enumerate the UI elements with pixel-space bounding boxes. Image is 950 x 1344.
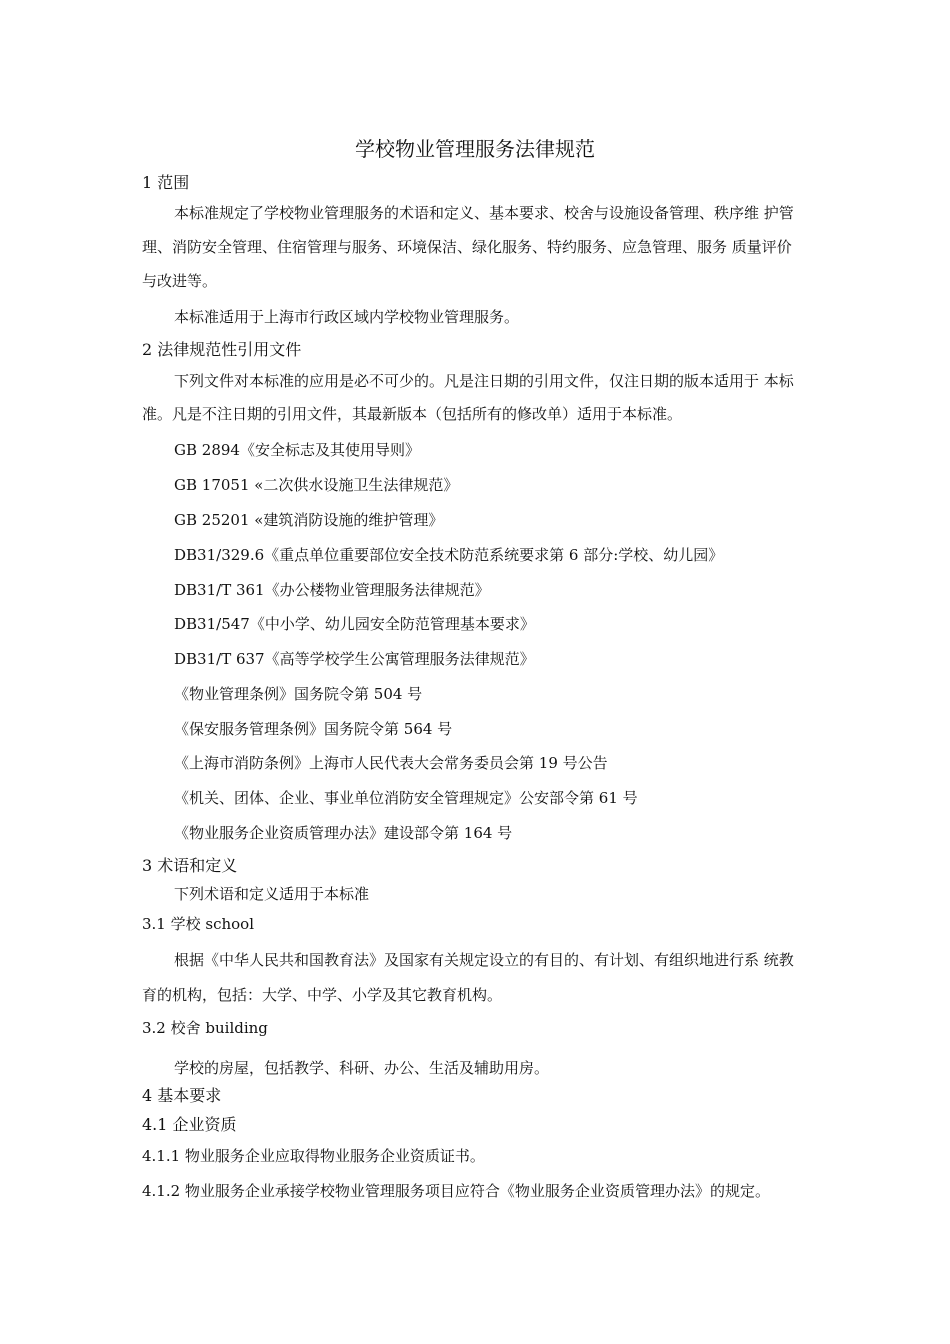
paragraph-line: 与改进等。 [142,272,218,290]
reference-item: 《上海市消防条例》上海市人民代表大会常务委员会第 19 号公告 [174,754,608,772]
paragraph-line: 下列文件对本标准的应用是必不可少的。凡是注日期的引用文件，仅注日期的版本适用于 本标 [174,372,794,390]
subsection-heading: 4.1 企业资质 [142,1115,237,1134]
reference-item: DB31/T 637《高等学校学生公寓管理服务法律规范》 [174,650,535,668]
section-heading-scope: 1 范围 [142,173,190,192]
section-heading-references: 2 法律规范性引用文件 [142,340,302,359]
reference-item: DB31/547《中小学、幼儿园安全防范管理基本要求》 [174,615,535,633]
reference-item: GB 25201 «建筑消防设施的维护管理》 [174,511,444,529]
paragraph-line: 本标准适用于上海市行政区域内学校物业管理服务。 [174,308,520,326]
reference-item: GB 2894《安全标志及其使用导则》 [174,441,420,459]
reference-item: 《物业管理条例》国务院令第 504 号 [174,685,423,703]
paragraph-line: 本标准规定了学校物业管理服务的术语和定义、基本要求、校舍与设施设备管理、秩序维 护管 [174,204,794,222]
paragraph-line: 准。凡是不注日期的引用文件，其最新版本（包括所有的修改单）适用于本标准。 [142,405,683,423]
reference-item: 《保安服务管理条例》国务院令第 564 号 [174,720,453,738]
reference-item: DB31/T 361《办公楼物业管理服务法律规范》 [174,581,490,599]
paragraph-line: 育的机构，包括：大学、中学、小学及其它教育机构。 [142,986,503,1004]
reference-item: DB31/329.6《重点单位重要部位安全技术防范系统要求第 6 部分:学校、幼儿园》 [174,546,724,564]
section-heading-terms: 3 术语和定义 [142,856,238,875]
paragraph-line: 学校的房屋，包括教学、科研、办公、生活及辅助用房。 [174,1059,550,1077]
reference-item: GB 17051 «二次供水设施卫生法律规范》 [174,476,459,494]
paragraph-line: 下列术语和定义适用于本标准 [174,885,370,903]
document-title: 学校物业管理服务法律规范 [355,137,595,161]
clause-line: 4.1.2 物业服务企业承接学校物业管理服务项目应符合《物业服务企业资质管理办法》的规定。 [142,1182,770,1200]
clause-line: 4.1.1 物业服务企业应取得物业服务企业资质证书。 [142,1147,485,1165]
paragraph-line: 理、消防安全管理、住宿管理与服务、环境保洁、绿化服务、特约服务、应急管理、服务 质量评价 [142,238,792,256]
term-heading-school: 3.1 学校 school [142,915,255,933]
reference-item: 《物业服务企业资质管理办法》建设部令第 164 号 [174,824,513,842]
section-heading-requirements: 4 基本要求 [142,1086,222,1105]
paragraph-line: 根据《中华人民共和国教育法》及国家有关规定设立的有目的、有计划、有组织地进行系 统教 [174,951,794,969]
reference-item: 《机关、团体、企业、事业单位消防安全管理规定》公安部令第 61 号 [174,789,638,807]
term-heading-building: 3.2 校舍 building [142,1019,268,1037]
